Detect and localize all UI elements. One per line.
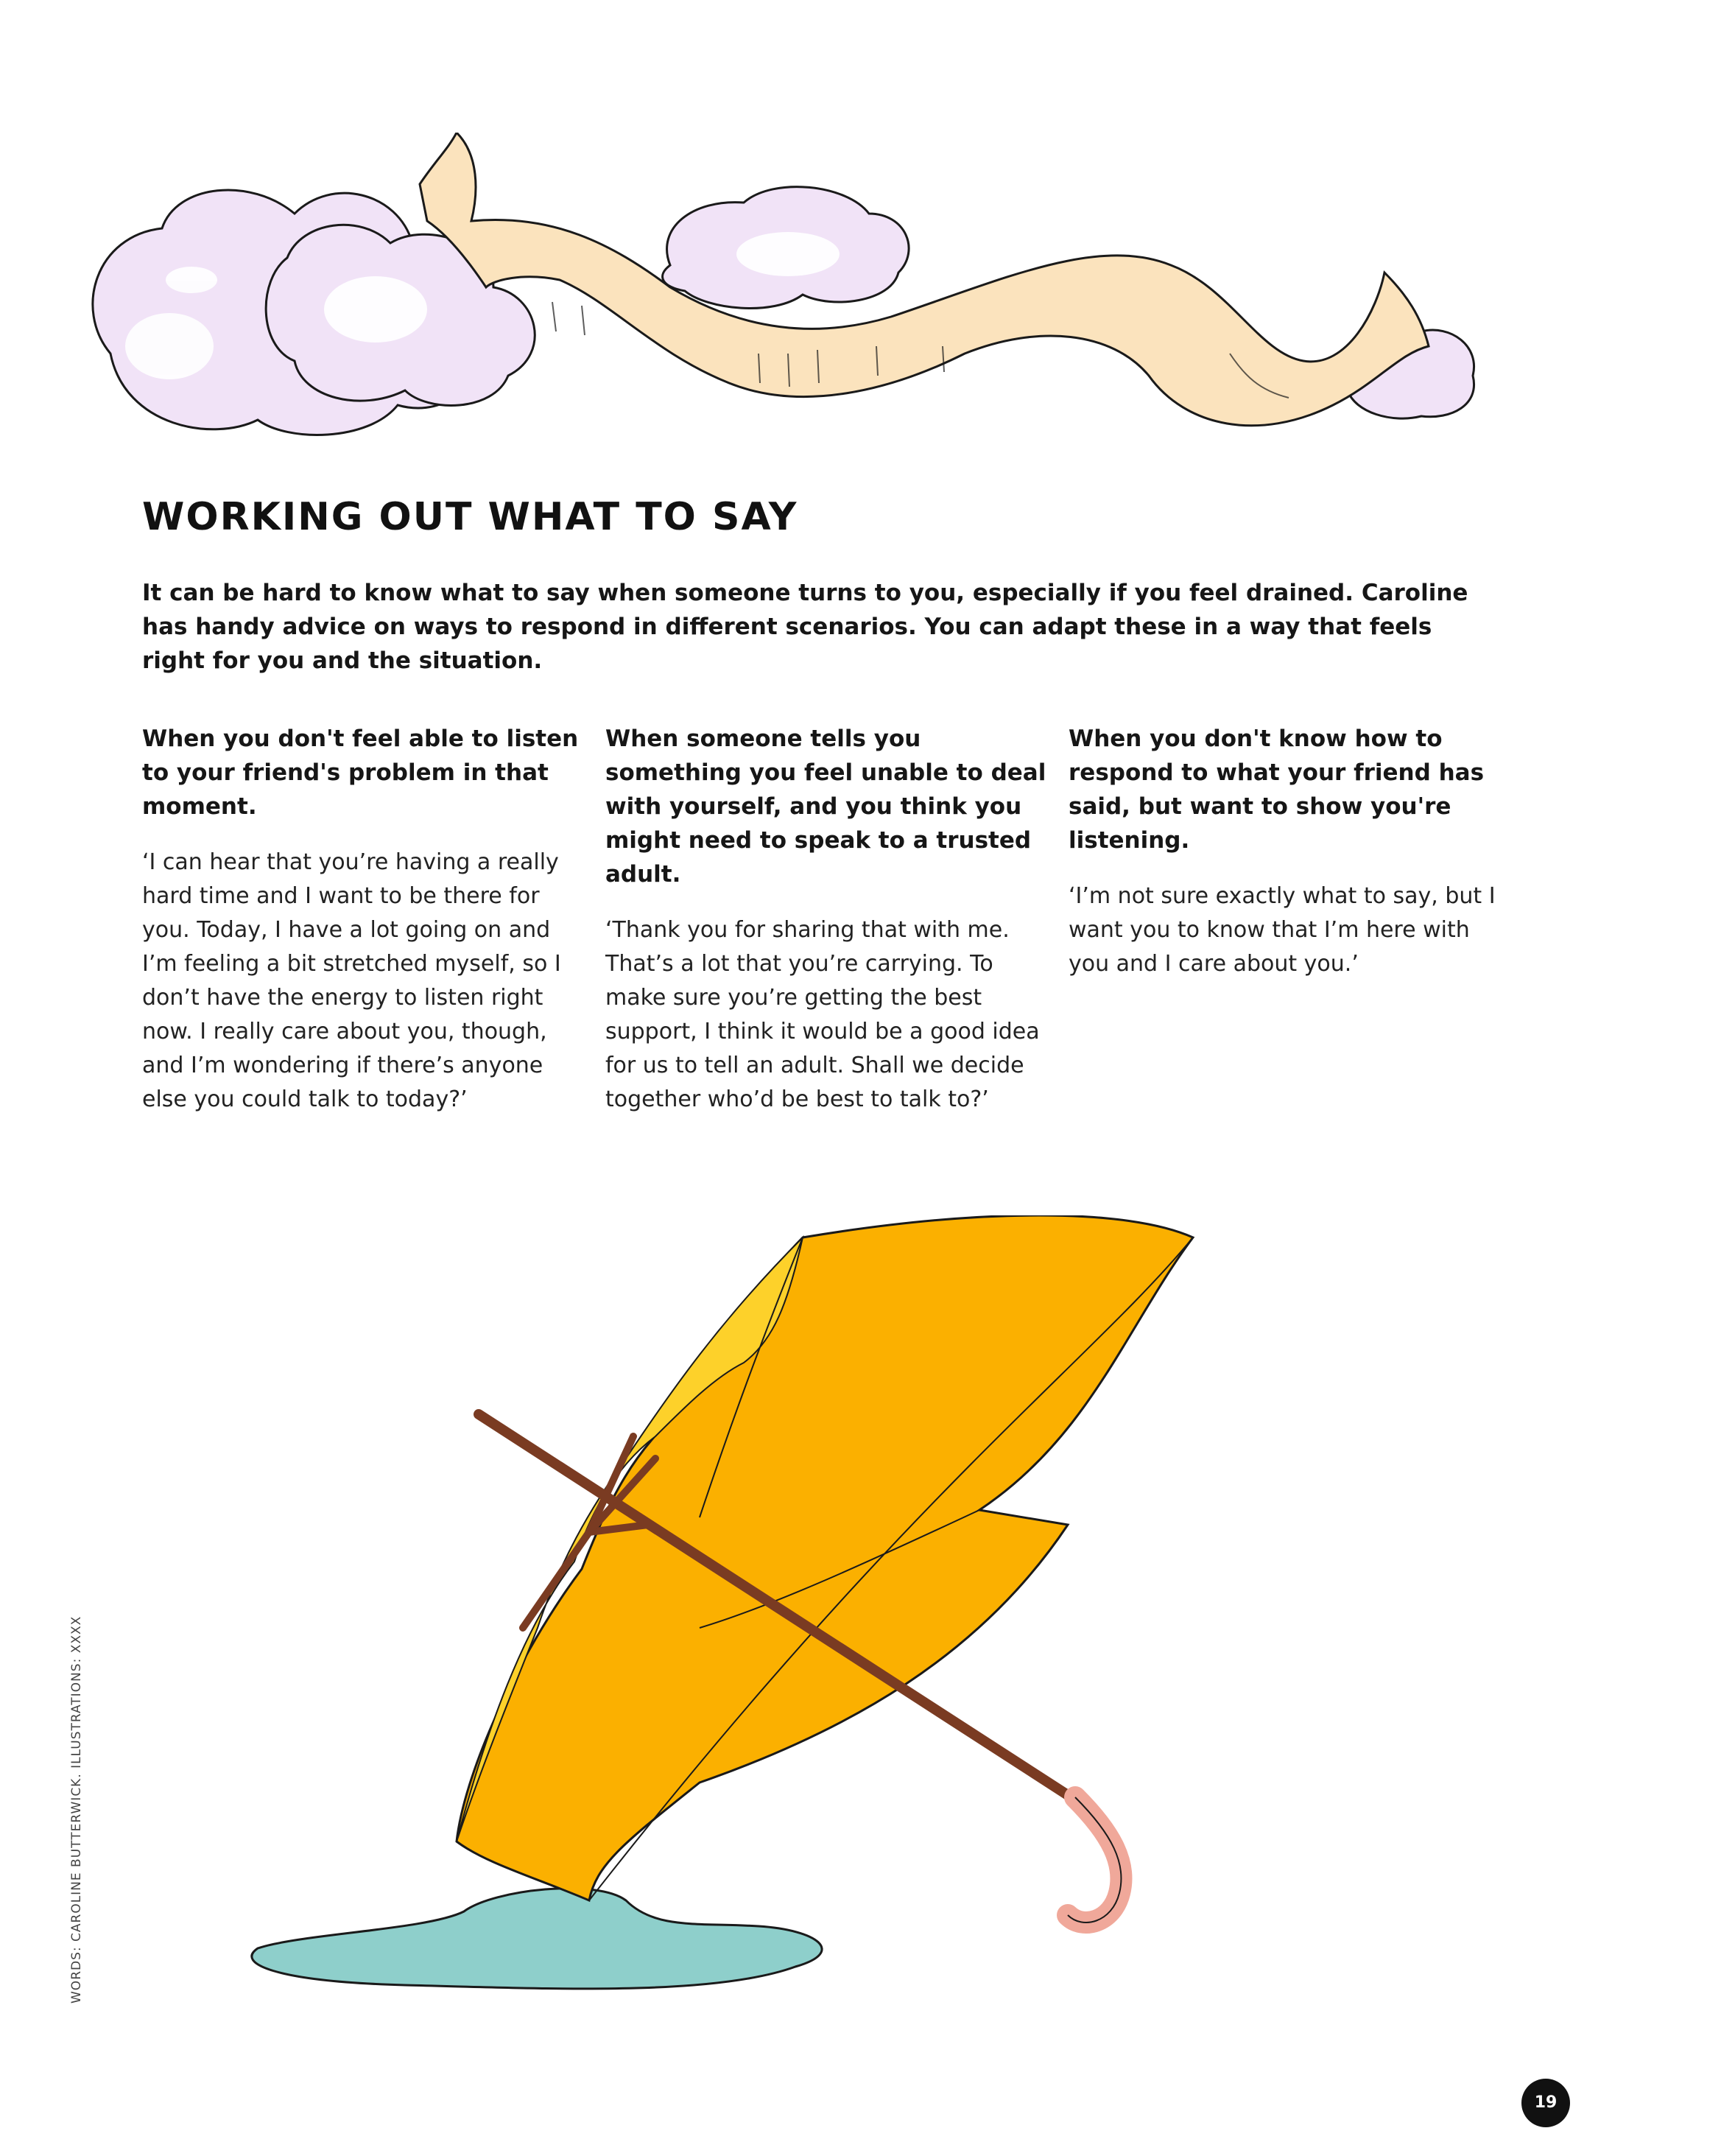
- scenario-column-1: [142, 722, 584, 1117]
- umbrella-handle: [1068, 1797, 1122, 1923]
- scenario-response: ‘Thank you for sharing that with me. That’s a lot that you’re carrying. To make sure you’re getting the best support, I think it would be a good idea for us to tell an adult. Shall we decide together who’d be best to talk to?’: [605, 917, 1040, 1112]
- puddle: [252, 1889, 822, 1989]
- scenario-heading: When you don't feel able to listen to your friend's problem in that moment.: [142, 726, 579, 820]
- scenario-response: ‘I’m not sure exactly what to say, but I want you to know that I’m here with you and I care about you.’: [1069, 883, 1496, 977]
- scenario-column-3: [1069, 722, 1510, 981]
- clouds-ribbon-illustration: [81, 133, 1502, 471]
- article-intro: It can be hard to know what to say when someone turns to you, especially if you feel drained. Caroline has handy advice on ways to respond in different scenarios. You can adapt these in a way that feels right for you and the situation.: [142, 580, 1468, 674]
- article-title: WORKING OUT WHAT TO SAY: [142, 495, 798, 539]
- scenario-heading: When someone tells you something you feel unable to deal with yourself, and you think you might need to speak to a trusted adult.: [605, 726, 1046, 888]
- umbrella-illustration: [243, 1215, 1465, 2026]
- scenario-heading: When you don't know how to respond to what your friend has said, but want to show you're listening.: [1069, 726, 1485, 854]
- scenario-response: ‘I can hear that you’re having a really hard time and I want to be there for you. Today, I have a lot going on and I’m feeling a bit stretched myself, so I don’t have the energy to listen right now. I really care about you, though, and I’m wondering if there’s anyone else you could talk to today?’: [142, 849, 561, 1112]
- scenario-column-2: [605, 722, 1047, 1117]
- ribbon-banner: [420, 133, 1429, 426]
- page-number: 19: [1521, 2079, 1570, 2127]
- cloud-middle-highlight: [736, 232, 840, 276]
- credit-line: WORDS: CAROLINE BUTTERWICK. ILLUSTRATIONS: XXXX: [69, 1615, 84, 2004]
